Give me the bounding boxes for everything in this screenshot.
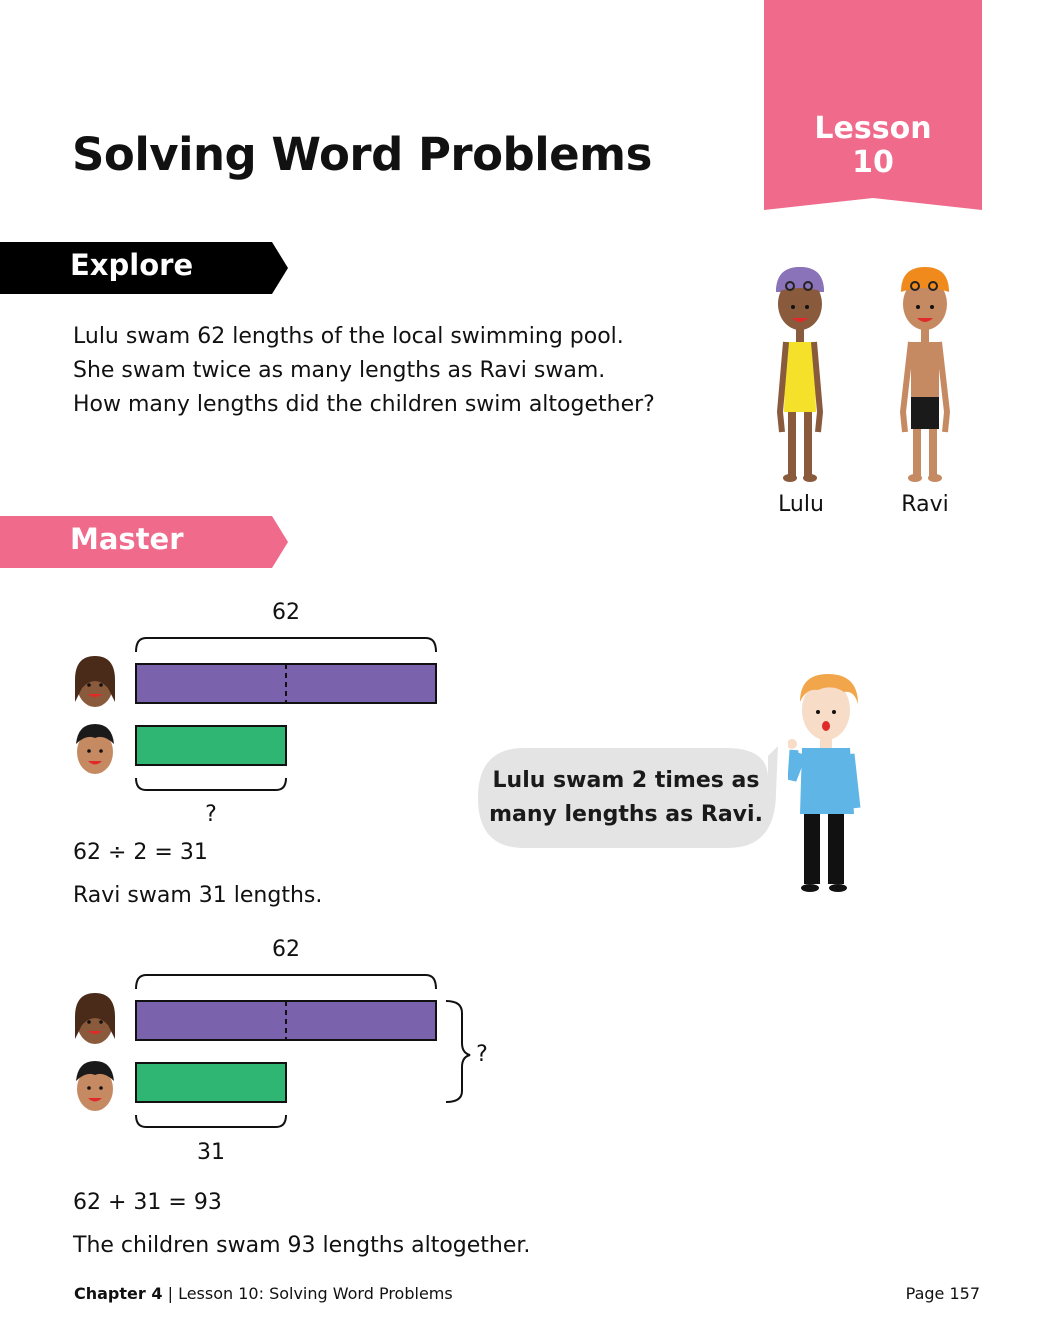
page-number: Page 157	[905, 1284, 980, 1303]
footer-separator: |	[167, 1284, 173, 1303]
problem-line: Lulu swam 62 lengths of the local swimming pool.	[73, 324, 624, 349]
lesson-number: 10	[852, 145, 894, 180]
ravi-swimmer-illustration	[885, 262, 969, 487]
diagram2-total-unknown: ?	[476, 1042, 488, 1067]
diagram1-equation: 62 ÷ 2 = 31	[73, 840, 208, 865]
bar-model-diagram-2	[60, 967, 480, 1147]
diagram2-equation: 62 + 31 = 93	[73, 1190, 222, 1215]
lulu-swimmer-illustration	[760, 262, 844, 487]
lulu-label: Lulu	[778, 492, 824, 517]
diagram1-answer: Ravi swam 31 lengths.	[73, 883, 323, 908]
explore-heading: Explore	[70, 248, 194, 282]
diagram1-unknown-label: ?	[205, 802, 217, 827]
diagram1-total-label: 62	[272, 600, 300, 625]
diagram2-total-label: 62	[272, 937, 300, 962]
lulu-face-icon	[75, 656, 115, 707]
master-heading: Master	[70, 522, 184, 556]
footer-lesson: Lesson 10: Solving Word Problems	[178, 1284, 453, 1303]
ravi-label: Ravi	[901, 492, 949, 517]
problem-line: She swam twice as many lengths as Ravi swam.	[73, 358, 606, 383]
footer-breadcrumb	[74, 1284, 453, 1303]
ravi-face-icon	[76, 1061, 114, 1111]
problem-line: How many lengths did the children swim altogether?	[73, 392, 655, 417]
ravi-bar	[136, 726, 286, 765]
boy-character-illustration	[788, 668, 868, 896]
speech-line: many lengths as Ravi.	[489, 802, 763, 827]
diagram2-answer: The children swam 93 lengths altogether.	[73, 1233, 531, 1258]
lesson-badge	[764, 112, 982, 180]
diagram2-ravi-label: 31	[197, 1140, 225, 1165]
speech-bubble-text	[478, 764, 774, 832]
ravi-bar	[136, 1063, 286, 1102]
speech-line: Lulu swam 2 times as	[492, 768, 760, 793]
explore-problem	[73, 320, 655, 422]
lulu-face-icon	[75, 993, 115, 1044]
lesson-label: Lesson	[814, 111, 932, 146]
page-title: Solving Word Problems	[72, 128, 652, 181]
bar-model-diagram-1	[60, 630, 460, 810]
footer-chapter: Chapter 4	[74, 1284, 163, 1303]
ravi-face-icon	[76, 724, 114, 774]
